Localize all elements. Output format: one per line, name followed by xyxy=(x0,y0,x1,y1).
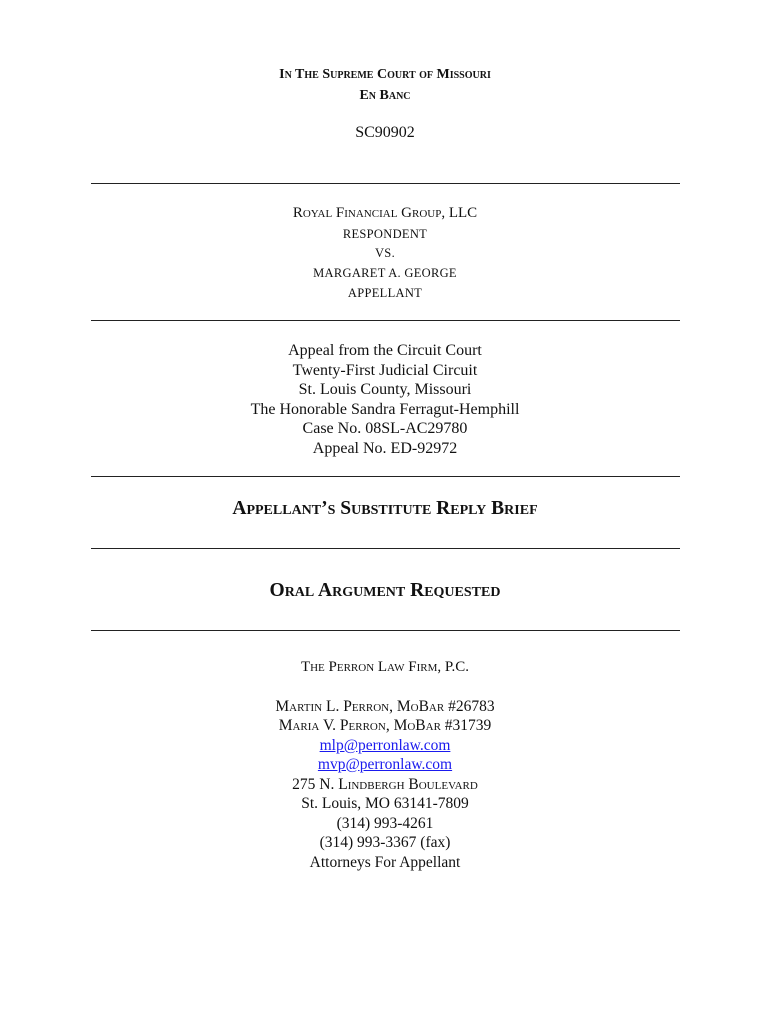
versus-label: VS. xyxy=(374,246,395,260)
divider-rule xyxy=(91,630,680,631)
judicial-circuit-line: Twenty-First Judicial Circuit xyxy=(292,362,478,379)
phone-number: (314) 993-4261 xyxy=(336,815,434,832)
county-line: St. Louis County, Missouri xyxy=(298,381,472,398)
respondent-role: RESPONDENT xyxy=(342,227,428,241)
appeal-number: Appeal No. ED-92972 xyxy=(312,440,458,457)
appellant-role: APPELLANT xyxy=(347,286,423,300)
court-name: In The Supreme Court of Missouri xyxy=(279,67,491,82)
email-line-2 xyxy=(0,756,770,774)
brief-title: Appellant’s Substitute Reply Brief xyxy=(232,498,538,519)
divider-rule xyxy=(91,183,680,184)
attorneys-role: Attorneys For Appellant xyxy=(309,854,461,871)
circuit-case-number: Case No. 08SL-AC29780 xyxy=(302,420,468,437)
oral-argument-requested: Oral Argument Requested xyxy=(269,580,501,601)
appeal-from-line: Appeal from the Circuit Court xyxy=(288,342,482,359)
court-en-banc: En Banc xyxy=(359,88,411,103)
divider-rule xyxy=(91,548,680,549)
email-link-1[interactable]: mlp@perronlaw.com xyxy=(319,737,451,754)
attorney-2: Maria V. Perron, MoBar #31739 xyxy=(278,717,492,734)
city-state-zip: St. Louis, MO 63141-7809 xyxy=(301,795,469,812)
appellant-name: MARGARET A. GEORGE xyxy=(313,266,457,280)
judge-line: The Honorable Sandra Ferragut-Hemphill xyxy=(250,401,520,418)
law-firm-name: The Perron Law Firm, P.C. xyxy=(300,659,470,675)
street-address: 275 N. Lindbergh Boulevard xyxy=(292,776,478,793)
email-link-2[interactable]: mvp@perronlaw.com xyxy=(317,756,453,773)
supreme-court-case-number: SC90902 xyxy=(355,124,415,141)
divider-rule xyxy=(91,476,680,477)
attorney-1: Martin L. Perron, MoBar #26783 xyxy=(275,698,495,715)
email-line-1 xyxy=(0,737,770,755)
divider-rule xyxy=(91,320,680,321)
fax-number: (314) 993-3367 (fax) xyxy=(319,834,451,851)
respondent-name: Royal Financial Group, LLC xyxy=(292,205,478,221)
